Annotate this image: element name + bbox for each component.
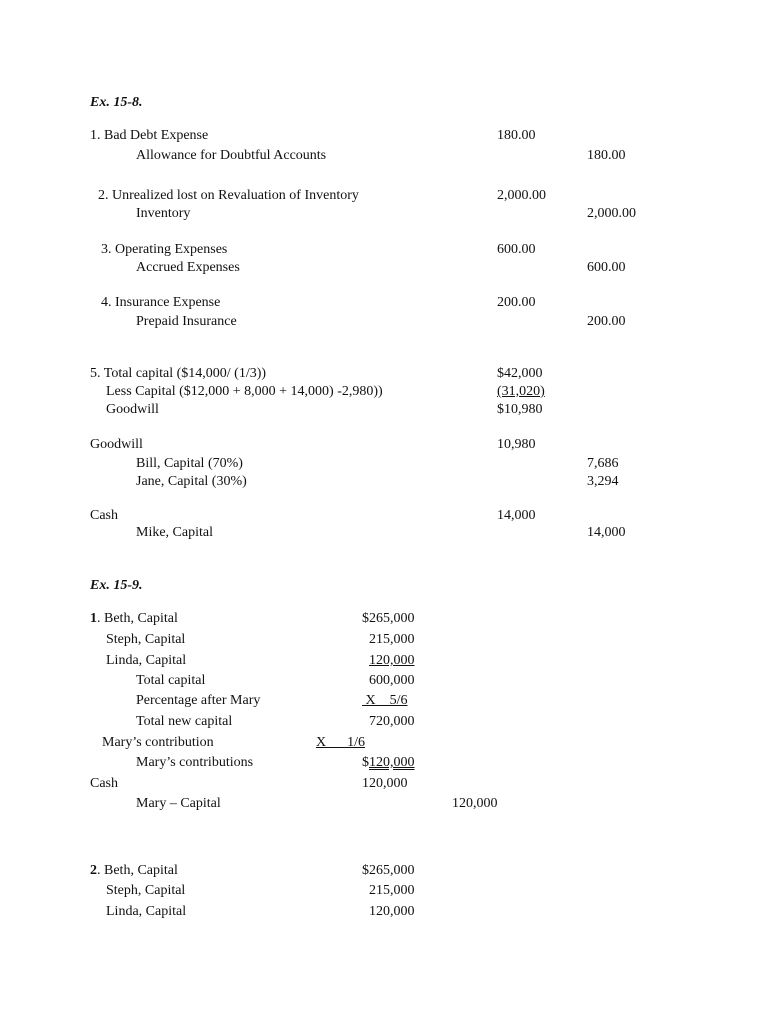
part1-steph-capital-label: Steph, Capital xyxy=(106,632,186,647)
goodwill-entry-debit: Goodwill xyxy=(90,437,143,452)
part1-total-capital-label: Total capital xyxy=(136,673,206,688)
part1-linda-capital-label: Linda, Capital xyxy=(106,653,187,668)
part1-beth-text: . Beth, Capital xyxy=(97,611,178,626)
total-capital-amount: $42,000 xyxy=(497,366,543,381)
goodwill-calc-amount: $10,980 xyxy=(497,402,543,417)
dollar-sign: $ xyxy=(362,755,369,770)
part1-mary-contribution-label: Mary’s contribution xyxy=(102,735,214,750)
entry3-credit-account: Accrued Expenses xyxy=(136,260,240,275)
part1-mary-capital-amount: 120,000 xyxy=(452,796,498,811)
part2-beth-capital-amount: $265,000 xyxy=(362,863,415,878)
part2-beth-capital-label xyxy=(90,862,178,880)
part2-number: 2 xyxy=(90,863,97,878)
entry4-debit-account: 4. Insurance Expense xyxy=(101,295,221,310)
total-capital-label: 5. Total capital ($14,000/ (1/3)) xyxy=(90,366,267,381)
entry2-debit-amount: 2,000.00 xyxy=(497,188,546,203)
entry2-credit-amount: 2,000.00 xyxy=(587,206,636,221)
entry3-debit-amount: 600.00 xyxy=(497,242,536,257)
part1-percentage-label: Percentage after Mary xyxy=(136,693,261,708)
entry2-debit-account: 2. Unrealized lost on Revaluation of Inventory xyxy=(98,188,359,203)
entry2-credit-account: Inventory xyxy=(136,206,191,221)
part1-new-capital-amount: 720,000 xyxy=(369,714,415,729)
entry3-debit-account: 3. Operating Expenses xyxy=(101,242,228,257)
bill-capital-amount: 7,686 xyxy=(587,456,619,471)
part2-steph-capital-label: Steph, Capital xyxy=(106,883,186,898)
part2-steph-capital-amount: 215,000 xyxy=(369,883,415,898)
less-capital-label: Less Capital ($12,000 + 8,000 + 14,000) -2,980)) xyxy=(106,384,383,399)
part1-mary-contributions-amount xyxy=(362,754,415,772)
cash-entry-debit-amount: 14,000 xyxy=(497,508,536,523)
part1-mary-contribution-fraction: X 1/6 xyxy=(316,735,365,750)
part1-number: 1 xyxy=(90,611,97,626)
part1-mary-contributions-label: Mary’s contributions xyxy=(136,755,254,770)
bill-capital-label: Bill, Capital (70%) xyxy=(136,456,243,471)
less-capital-amount: (31,020) xyxy=(497,384,545,399)
jane-capital-label: Jane, Capital (30%) xyxy=(136,474,247,489)
exercise-heading-15-8: Ex. 15-8. xyxy=(90,95,143,110)
double-underlined-value: 120,000 xyxy=(369,755,415,770)
jane-capital-amount: 3,294 xyxy=(587,474,619,489)
exercise-heading-15-9: Ex. 15-9. xyxy=(90,578,143,593)
entry1-debit-amount: 180.00 xyxy=(497,128,536,143)
part1-linda-capital-amount: 120,000 xyxy=(369,653,415,668)
entry4-debit-amount: 200.00 xyxy=(497,295,536,310)
cash-entry-debit: Cash xyxy=(90,508,118,523)
part1-new-capital-label: Total new capital xyxy=(136,714,233,729)
entry4-credit-account: Prepaid Insurance xyxy=(136,314,237,329)
entry3-credit-amount: 600.00 xyxy=(587,260,626,275)
part1-cash-amount: 120,000 xyxy=(362,776,408,791)
entry1-debit-account: 1. Bad Debt Expense xyxy=(90,128,209,143)
part2-linda-capital-amount: 120,000 xyxy=(369,904,415,919)
part2-linda-capital-label: Linda, Capital xyxy=(106,904,187,919)
part1-cash-label: Cash xyxy=(90,776,118,791)
goodwill-calc-label: Goodwill xyxy=(106,402,159,417)
part1-mary-capital-label: Mary – Capital xyxy=(136,796,221,811)
part1-percentage-amount: X 5/6 xyxy=(362,693,408,708)
entry4-credit-amount: 200.00 xyxy=(587,314,626,329)
entry1-credit-amount: 180.00 xyxy=(587,148,626,163)
mike-capital-label: Mike, Capital xyxy=(136,525,213,540)
entry1-credit-account: Allowance for Doubtful Accounts xyxy=(136,148,327,163)
part2-beth-text: . Beth, Capital xyxy=(97,863,178,878)
mike-capital-amount: 14,000 xyxy=(587,525,626,540)
goodwill-entry-debit-amount: 10,980 xyxy=(497,437,536,452)
part1-total-capital-amount: 600,000 xyxy=(369,673,415,688)
part1-beth-capital-label xyxy=(90,610,178,628)
part1-steph-capital-amount: 215,000 xyxy=(369,632,415,647)
part1-beth-capital-amount: $265,000 xyxy=(362,611,415,626)
